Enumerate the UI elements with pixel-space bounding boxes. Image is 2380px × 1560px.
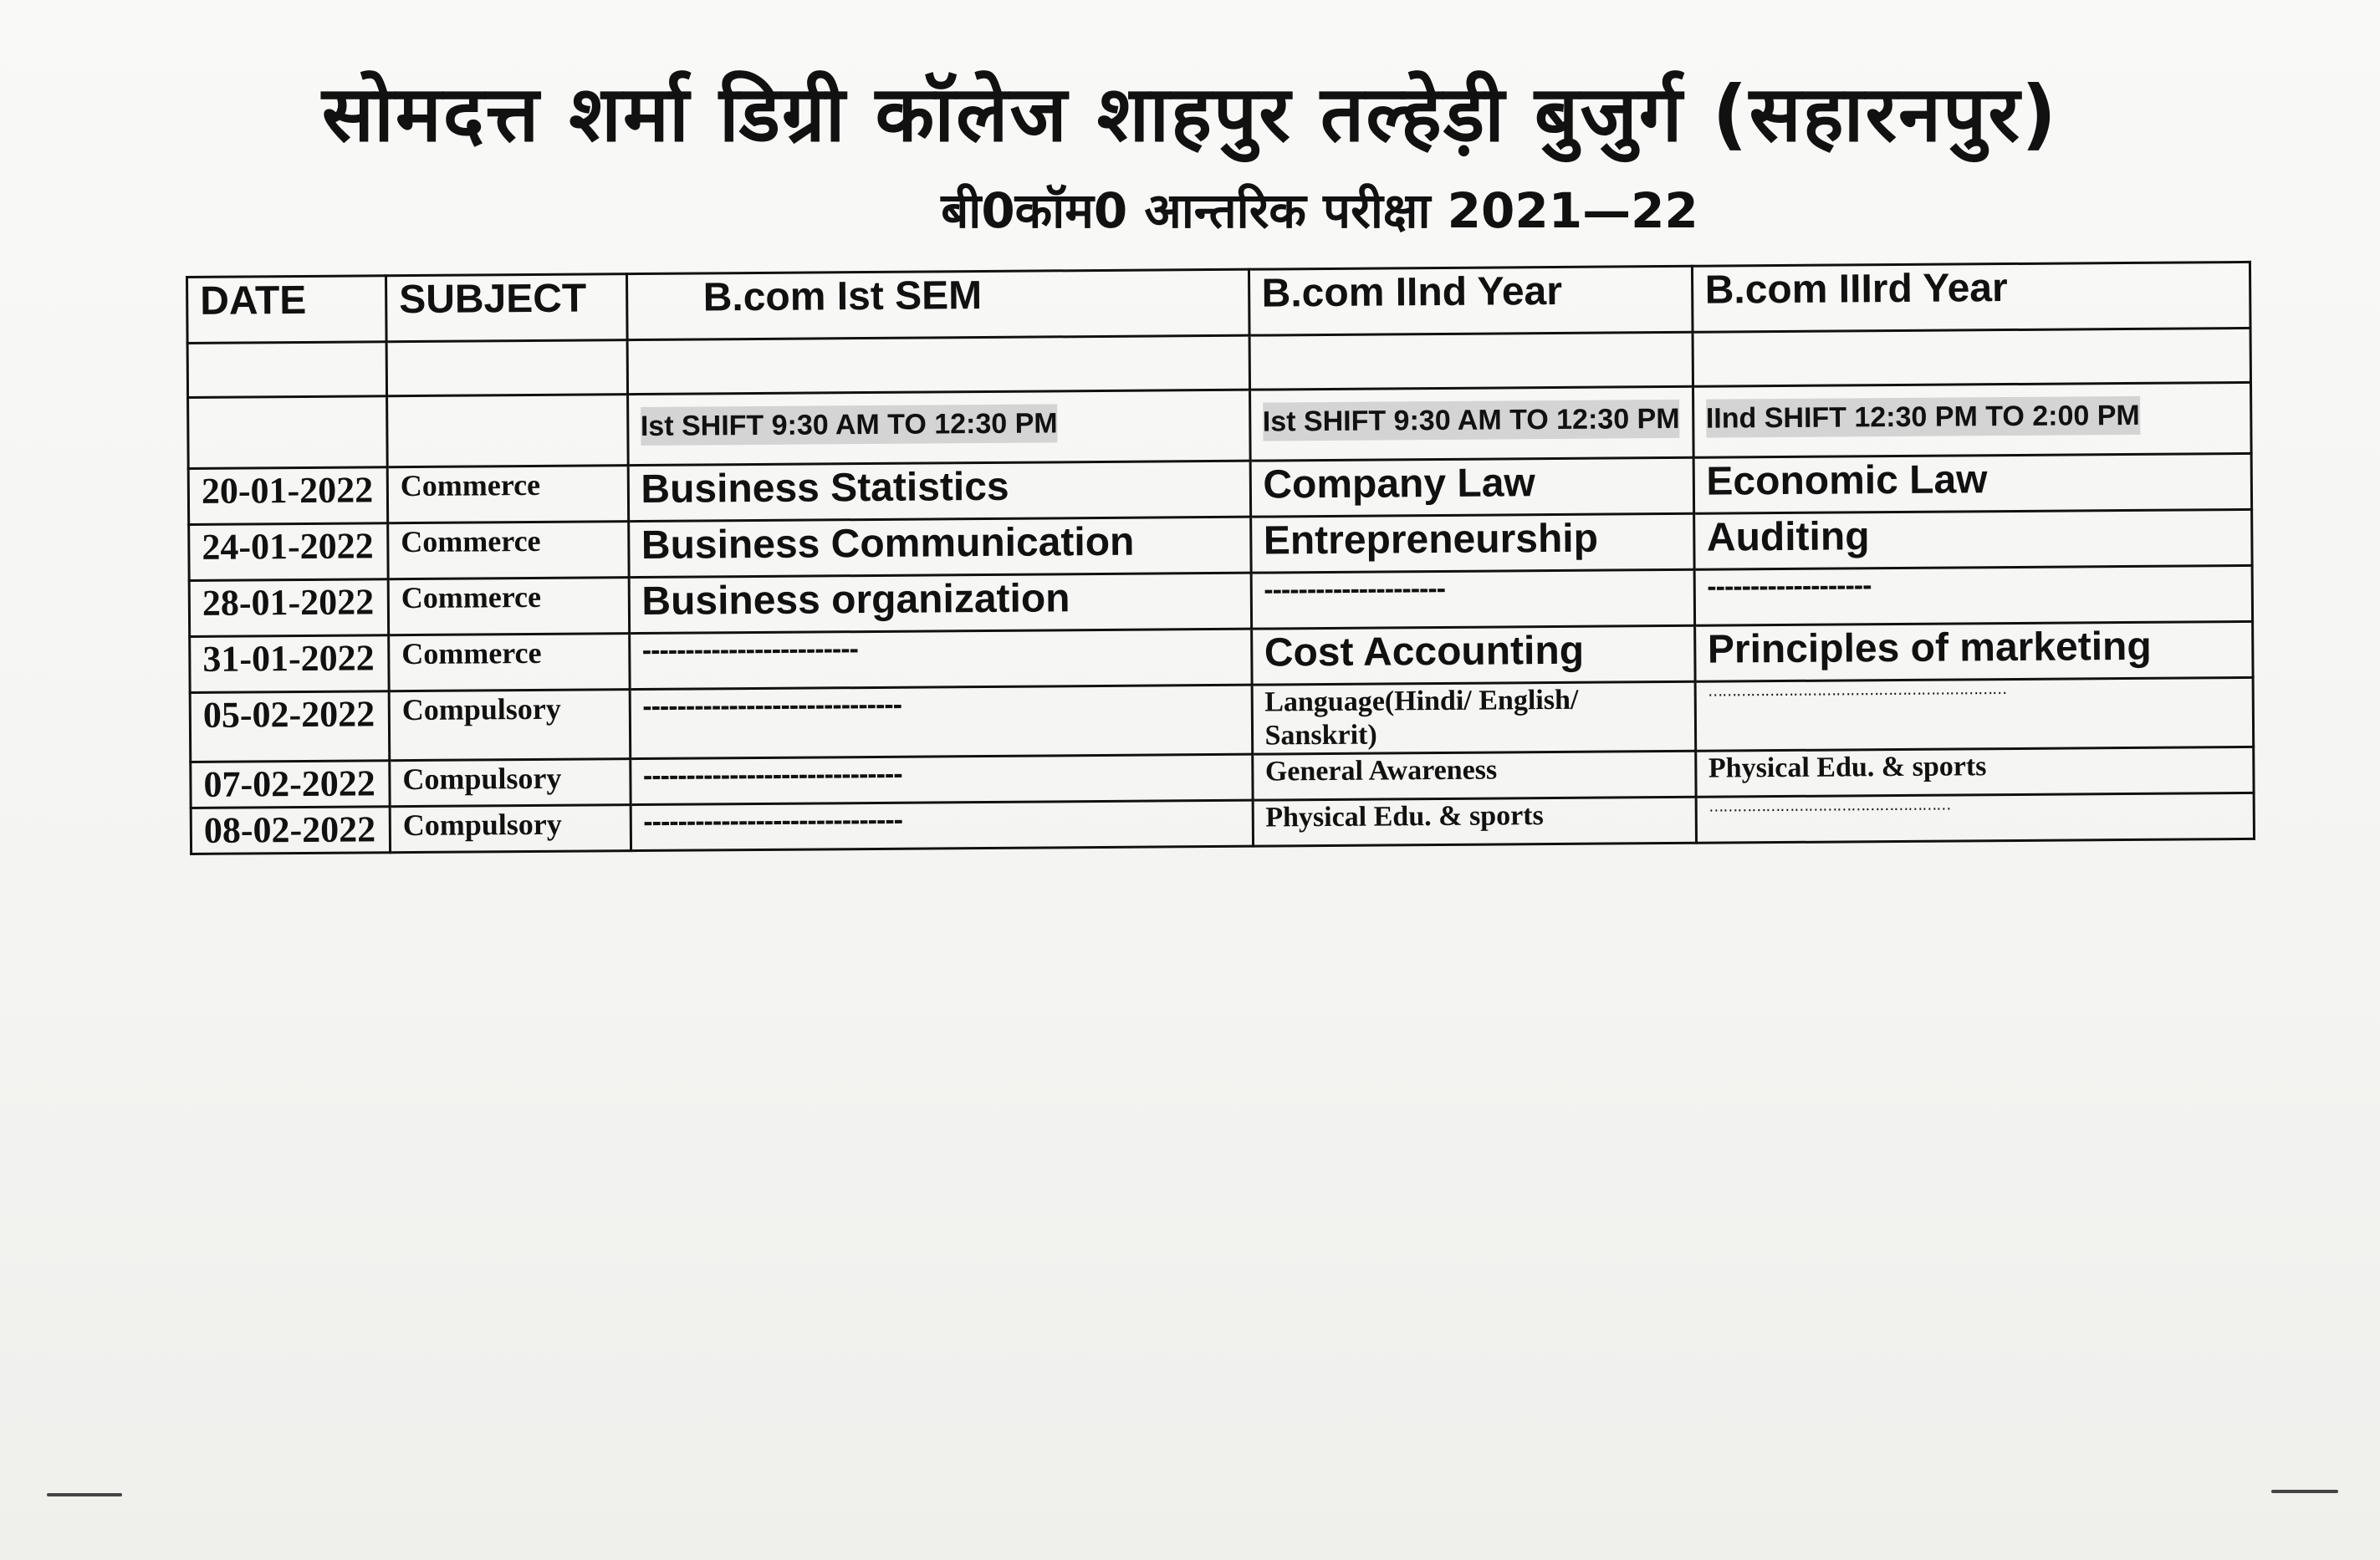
row-year3-paper: …………………………………………… [1696,793,2255,843]
row-year3-paper: ------------------- [1694,565,2253,625]
blank-cell [1249,332,1693,390]
shift-cell-year2 [1249,386,1693,461]
row-year2-paper: Cost Accounting [1251,625,1695,685]
row-year3-paper: Physical Edu. & sports [1695,747,2254,797]
row-subject: Compulsory [390,805,631,853]
row-date: 31-01-2022 [190,635,389,693]
exam-schedule-table [186,261,2255,855]
row-year2-paper: Physical Edu. & sports [1253,797,1696,846]
row-subject: Commerce [388,522,629,579]
blank-cell [387,395,628,467]
row-year2-paper: Company Law [1250,457,1694,517]
row-date: 28-01-2022 [189,579,388,637]
row-year2-paper: General Awareness [1252,751,1695,800]
header-date: DATE [187,276,387,344]
row-subject: Commerce [388,578,629,635]
row-sem1-paper: ------------------------- [629,629,1251,689]
row-subject: Compulsory [389,690,630,761]
row-subject: Commerce [389,634,630,691]
row-year2-paper: Entrepreneurship [1250,513,1694,573]
blank-cell [188,396,388,469]
row-date: 24-01-2022 [189,523,388,581]
header-subject: SUBJECT [386,274,626,342]
row-sem1-paper: Business Communication [628,517,1250,577]
row-date: 07-02-2022 [191,761,390,808]
row-date: 20-01-2022 [188,467,387,525]
row-subject: Commerce [387,466,628,523]
shift-year2: Ist SHIFT 9:30 AM TO 12:30 PM [1263,400,1680,441]
shift-cell-year3 [1693,382,2251,457]
row-year3-paper: Auditing [1693,509,2252,569]
punch-mark-left [47,1493,122,1496]
shift-cell-sem1 [627,390,1250,465]
shift-year3: IInd SHIFT 12:30 PM TO 2:00 PM [1706,396,2140,438]
shift-sem1: Ist SHIFT 9:30 AM TO 12:30 PM [641,404,1058,446]
row-year3-paper: Economic Law [1693,453,2252,513]
row-year3-paper: Principles of marketing [1694,621,2253,681]
exam-title: बी0कॉम0 आन्तरिक परीक्षा 2021—22 [941,182,1698,239]
header-bcom-sem1: B.com Ist SEM [626,269,1249,339]
header-bcom-year2: B.com IInd Year [1249,266,1693,335]
blank-cell [386,340,627,396]
row-year2-paper: --------------------- [1251,569,1695,629]
row-sem1-paper: ------------------------------ [630,754,1252,804]
college-title: सोमदत्त शर्मा डिग्री कॉलेज शाहपुर तल्हेड़ी बुजुर्ग (सहारनपुर) [321,69,2059,159]
blank-cell [187,342,386,398]
row-date: 05-02-2022 [190,691,390,762]
row-sem1-paper: Business Statistics [628,461,1250,521]
row-sem1-paper: Business organization [629,573,1251,633]
row-sem1-paper: ------------------------------ [631,800,1253,850]
row-subject: Compulsory [390,759,631,807]
row-year3-paper: ……………………………………………………… [1695,677,2254,751]
header-bcom-year3: B.com IIIrd Year [1692,262,2250,332]
row-sem1-paper: ------------------------------ [630,685,1253,758]
blank-cell [627,335,1249,394]
punch-mark-right [2271,1490,2338,1493]
blank-cell [1693,328,2251,386]
row-date: 08-02-2022 [191,807,390,854]
row-year2-paper: Language(Hindi/ English/ Sanskrit) [1252,681,1696,754]
